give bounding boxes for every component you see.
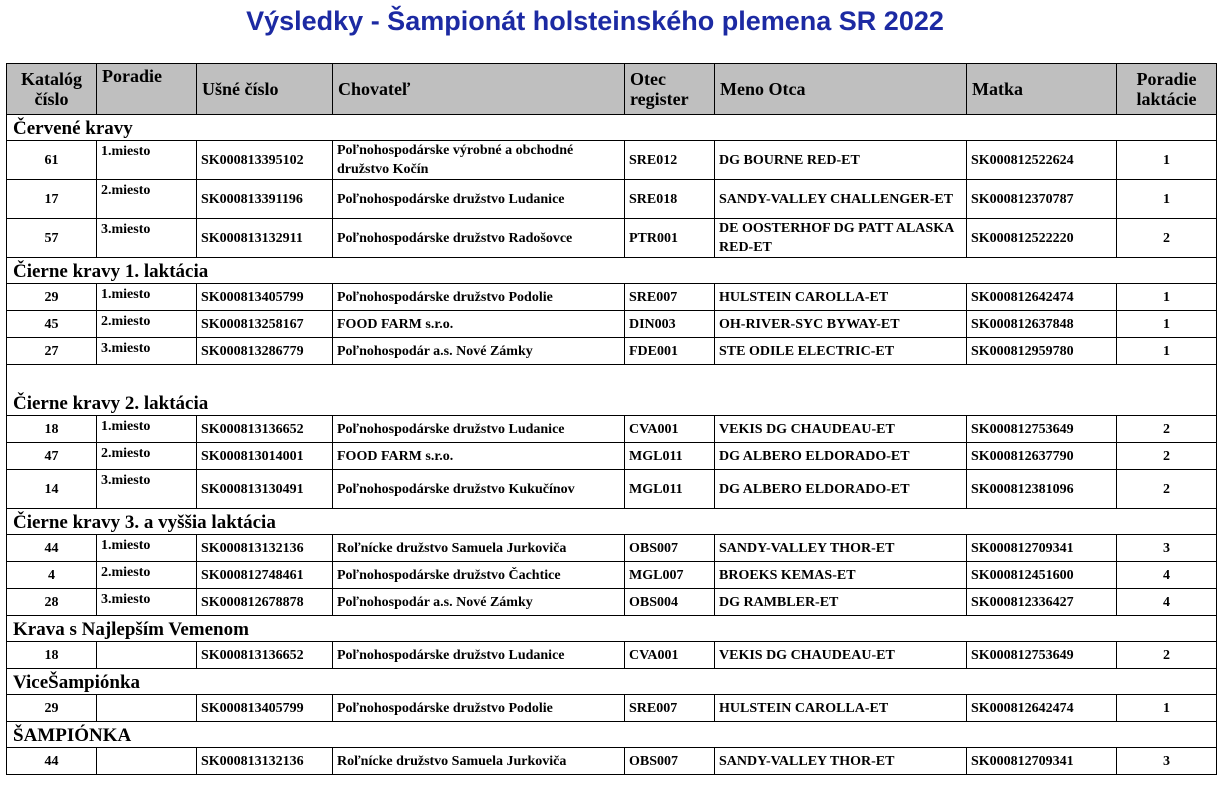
dam-cell: SK000812381096 [967, 470, 1117, 509]
col-header-poradie-laktacie: Poradie laktácie [1117, 64, 1217, 115]
table-row [7, 338, 1217, 365]
dam-cell: SK000812753649 [967, 416, 1117, 443]
ear-number-cell: SK000813014001 [197, 443, 333, 470]
lactation-cell: 1 [1117, 141, 1217, 180]
breeder-cell: Poľnohospodárske družstvo Ludanice [333, 642, 625, 669]
dam-cell: SK000812451600 [967, 562, 1117, 589]
catalog-number-cell: 18 [7, 416, 97, 443]
section-heading-row [7, 722, 1217, 748]
lactation-cell: 4 [1117, 562, 1217, 589]
placement-cell: 2.miesto [97, 180, 197, 219]
col-header-meno-otca: Meno Otca [715, 64, 967, 115]
catalog-number-cell: 61 [7, 141, 97, 180]
ear-number-cell: SK000813132136 [197, 748, 333, 775]
lactation-cell: 2 [1117, 219, 1217, 258]
catalog-number-cell: 18 [7, 642, 97, 669]
lactation-cell: 2 [1117, 443, 1217, 470]
sire-register-cell: SRE012 [625, 141, 715, 180]
catalog-number-cell: 44 [7, 748, 97, 775]
header-row [7, 64, 1217, 115]
ear-number-cell: SK000813258167 [197, 311, 333, 338]
sire-name-cell: STE ODILE ELECTRIC-ET [715, 338, 967, 365]
breeder-cell: Poľnohospodárske družstvo Čachtice [333, 562, 625, 589]
dam-cell: SK000812522624 [967, 141, 1117, 180]
sire-register-cell: SRE007 [625, 695, 715, 722]
col-header-otec-register: Otec register [625, 64, 715, 115]
placement-cell: 2.miesto [97, 562, 197, 589]
lactation-cell: 3 [1117, 535, 1217, 562]
table-row [7, 311, 1217, 338]
sire-register-cell: MGL011 [625, 443, 715, 470]
dam-cell: SK000812753649 [967, 642, 1117, 669]
results-body [7, 115, 1217, 775]
catalog-number-cell: 45 [7, 311, 97, 338]
dam-cell: SK000812959780 [967, 338, 1117, 365]
sire-register-cell: CVA001 [625, 416, 715, 443]
breeder-cell: Poľnohospodárske družstvo Podolie [333, 695, 625, 722]
ear-number-cell: SK000812748461 [197, 562, 333, 589]
col-header-chovatel: Chovateľ [333, 64, 625, 115]
lactation-cell: 2 [1117, 470, 1217, 509]
sire-register-cell: DIN003 [625, 311, 715, 338]
placement-cell: 1.miesto [97, 416, 197, 443]
section-heading: ViceŠampiónka [7, 669, 1217, 695]
dam-cell: SK000812336427 [967, 589, 1117, 616]
sire-register-cell: OBS007 [625, 535, 715, 562]
table-row [7, 180, 1217, 219]
section-heading: Čierne kravy 3. a vyššia laktácia [7, 509, 1217, 535]
dam-cell: SK000812637848 [967, 311, 1117, 338]
table-row [7, 748, 1217, 775]
breeder-cell: FOOD FARM s.r.o. [333, 443, 625, 470]
sire-name-cell: HULSTEIN CAROLLA-ET [715, 695, 967, 722]
col-header-usne-cislo: Ušné číslo [197, 64, 333, 115]
placement-cell [97, 748, 197, 775]
sire-name-cell: DG RAMBLER-ET [715, 589, 967, 616]
ear-number-cell: SK000813132136 [197, 535, 333, 562]
sire-name-cell: VEKIS DG CHAUDEAU-ET [715, 416, 967, 443]
sire-name-cell: SANDY-VALLEY THOR-ET [715, 535, 967, 562]
sire-register-cell: SRE018 [625, 180, 715, 219]
breeder-cell: Poľnohospodár a.s. Nové Zámky [333, 338, 625, 365]
breeder-cell: FOOD FARM s.r.o. [333, 311, 625, 338]
section-heading: ŠAMPIÓNKA [7, 722, 1217, 748]
sire-register-cell: CVA001 [625, 642, 715, 669]
breeder-cell: Poľnohospodárske výrobné a obchodné družstvo Kočín [333, 141, 625, 180]
section-heading-row [7, 258, 1217, 284]
dam-cell: SK000812637790 [967, 443, 1117, 470]
catalog-number-cell: 29 [7, 695, 97, 722]
sire-name-cell: DG BOURNE RED-ET [715, 141, 967, 180]
sire-name-cell: OH-RIVER-SYC BYWAY-ET [715, 311, 967, 338]
placement-cell: 1.miesto [97, 535, 197, 562]
lactation-cell: 1 [1117, 338, 1217, 365]
catalog-number-cell: 27 [7, 338, 97, 365]
section-heading: Krava s Najlepším Vemenom [7, 616, 1217, 642]
lactation-cell: 2 [1117, 642, 1217, 669]
dam-cell: SK000812370787 [967, 180, 1117, 219]
lactation-cell: 2 [1117, 416, 1217, 443]
ear-number-cell: SK000813391196 [197, 180, 333, 219]
breeder-cell: Poľnohospodárske družstvo Kukučínov [333, 470, 625, 509]
ear-number-cell: SK000813405799 [197, 695, 333, 722]
sire-register-cell: OBS007 [625, 748, 715, 775]
breeder-cell: Poľnohospodárske družstvo Ludanice [333, 416, 625, 443]
results-table [6, 63, 1217, 775]
sire-name-cell: SANDY-VALLEY THOR-ET [715, 748, 967, 775]
catalog-number-cell: 47 [7, 443, 97, 470]
placement-cell: 3.miesto [97, 470, 197, 509]
placement-cell: 3.miesto [97, 589, 197, 616]
table-row [7, 535, 1217, 562]
sire-register-cell: MGL011 [625, 470, 715, 509]
ear-number-cell: SK000813130491 [197, 470, 333, 509]
lactation-cell: 1 [1117, 284, 1217, 311]
ear-number-cell: SK000813286779 [197, 338, 333, 365]
placement-cell: 2.miesto [97, 311, 197, 338]
table-row [7, 141, 1217, 180]
section-heading-row [7, 669, 1217, 695]
sire-name-cell: DG ALBERO ELDORADO-ET [715, 470, 967, 509]
sire-name-cell: DE OOSTERHOF DG PATT ALASKA RED-ET [715, 219, 967, 258]
catalog-number-cell: 14 [7, 470, 97, 509]
sire-register-cell: PTR001 [625, 219, 715, 258]
catalog-number-cell: 57 [7, 219, 97, 258]
placement-cell: 3.miesto [97, 219, 197, 258]
lactation-cell: 1 [1117, 180, 1217, 219]
table-row [7, 416, 1217, 443]
sire-name-cell: BROEKS KEMAS-ET [715, 562, 967, 589]
sire-register-cell: MGL007 [625, 562, 715, 589]
dam-cell: SK000812709341 [967, 748, 1117, 775]
sire-name-cell: SANDY-VALLEY CHALLENGER-ET [715, 180, 967, 219]
placement-cell [97, 642, 197, 669]
table-row [7, 695, 1217, 722]
sire-register-cell: SRE007 [625, 284, 715, 311]
breeder-cell: Poľnohospodár a.s. Nové Zámky [333, 589, 625, 616]
breeder-cell: Roľnícke družstvo Samuela Jurkoviča [333, 748, 625, 775]
dam-cell: SK000812522220 [967, 219, 1117, 258]
ear-number-cell: SK000813136652 [197, 642, 333, 669]
page-title: Výsledky - Šampionát holsteinského plemena SR 2022 [246, 6, 944, 36]
catalog-number-cell: 28 [7, 589, 97, 616]
ear-number-cell: SK000813405799 [197, 284, 333, 311]
placement-cell [97, 695, 197, 722]
ear-number-cell: SK000813132911 [197, 219, 333, 258]
placement-cell: 1.miesto [97, 141, 197, 180]
breeder-cell: Poľnohospodárske družstvo Radošovce [333, 219, 625, 258]
col-header-poradie: Poradie [97, 64, 197, 115]
ear-number-cell: SK000813136652 [197, 416, 333, 443]
lactation-cell: 4 [1117, 589, 1217, 616]
catalog-number-cell: 44 [7, 535, 97, 562]
lactation-cell: 3 [1117, 748, 1217, 775]
dam-cell: SK000812709341 [967, 535, 1117, 562]
col-header-katalog: Katalóg číslo [7, 64, 97, 115]
table-row [7, 284, 1217, 311]
breeder-cell: Poľnohospodárske družstvo Ludanice [333, 180, 625, 219]
sire-name-cell: DG ALBERO ELDORADO-ET [715, 443, 967, 470]
table-row [7, 219, 1217, 258]
sire-register-cell: FDE001 [625, 338, 715, 365]
lactation-cell: 1 [1117, 311, 1217, 338]
table-row [7, 562, 1217, 589]
table-row [7, 642, 1217, 669]
breeder-cell: Roľnícke družstvo Samuela Jurkoviča [333, 535, 625, 562]
section-heading-row [7, 616, 1217, 642]
lactation-cell: 1 [1117, 695, 1217, 722]
catalog-number-cell: 29 [7, 284, 97, 311]
ear-number-cell: SK000813395102 [197, 141, 333, 180]
placement-cell: 1.miesto [97, 284, 197, 311]
breeder-cell: Poľnohospodárske družstvo Podolie [333, 284, 625, 311]
section-heading: Červené kravy [7, 115, 1217, 141]
placement-cell: 2.miesto [97, 443, 197, 470]
col-header-matka: Matka [967, 64, 1117, 115]
table-row [7, 589, 1217, 616]
placement-cell: 3.miesto [97, 338, 197, 365]
sire-name-cell: VEKIS DG CHAUDEAU-ET [715, 642, 967, 669]
section-heading: Čierne kravy 2. laktácia [7, 365, 1217, 416]
table-row [7, 443, 1217, 470]
dam-cell: SK000812642474 [967, 284, 1117, 311]
section-heading-row [7, 509, 1217, 535]
section-heading-row [7, 115, 1217, 141]
section-heading: Čierne kravy 1. laktácia [7, 258, 1217, 284]
sire-register-cell: OBS004 [625, 589, 715, 616]
catalog-number-cell: 4 [7, 562, 97, 589]
section-heading-row [7, 365, 1217, 416]
catalog-number-cell: 17 [7, 180, 97, 219]
dam-cell: SK000812642474 [967, 695, 1117, 722]
table-row [7, 470, 1217, 509]
sire-name-cell: HULSTEIN CAROLLA-ET [715, 284, 967, 311]
ear-number-cell: SK000812678878 [197, 589, 333, 616]
